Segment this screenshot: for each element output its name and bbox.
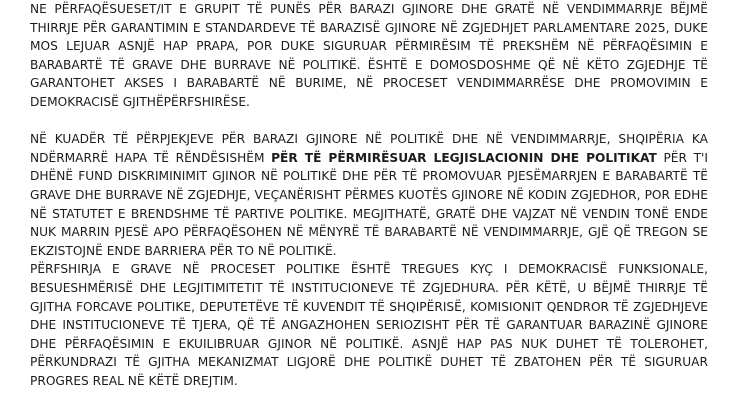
paragraph-legislation-efforts [30, 130, 708, 260]
paragraph-text-before-bold: NË KUADËR TË PËRPJEKJEVE PËR BARAZI GJINORE NË POLITIKË DHE NË VENDIMMARRJE, SHQIPËRIA KA NDËRMARRË HAPA TË RËNDËSISHËM [30, 132, 708, 165]
paragraph-text-after-bold: PËR T'I DHËNË FUND DISKRIMINIMIT GJINOR NË POLITIKË DHE PËR TË PROMOVUAR PJESËMARRJEN E BARABARTË TË GRAVE DHE BURRAVE NË ZGJEDHJE, VEÇANËRISHT PËRMES KUOTËS GJINORE NË KODIN ZGJEDHOR, POR EDHE NË STATUTET E BRENDSHME TË PARTIVE POLITIKE. MEGJITHATË, GRATË DHE VAJZAT NË VENDIN TONË ENDE NUK MARRIN PJESË APO PËRFAQËSOHEN NË MËNYRË TË BARABARTË NË VENDIMMARRJE, GJË QË TREGON SE EKZISTOJNË ENDE BARRIERA PËR TO NË POLITIKË. [30, 150, 709, 258]
paragraph-inclusion-of-women: PËRFSHIRJA E GRAVE NË PROCESET POLITIKE ËSHTË TREGUES KYÇ I DEMOKRACISË FUNKSIONALE, BESUESHMËRISË DHE LEGJITIMITETIT TË INSTITUCIONEVE TË ZGJEDHURA. PËR KËTË, U BËJMË THIRRJE TË GJITHA FORCAVE POLITIKE, DEPUTETËVE TË KUVENDIT TË SHQIPËRISË, KOMISIONIT QENDROR TË ZGJEDHJEVE DHE INSTITUCIONEVE TË TJERA, QË TË ANGAZHOHEN SERIOZISHT PËR TË GARANTUAR BARAZINË GJINORE DHE PËRFAQËSIMIN E EKUILIBRUAR GJINOR NË POLITIKË. ASNJË HAP PAS NUK DUHET TË TOLEROHET, PËRKUNDRAZI TË GJITHA MEKANIZMAT LIGJORË DHE POLITIKË DUHET TË ZBATOHEN PËR TË SIGURUAR PROGRES REAL NË KËTË DREJTIM. [30, 262, 708, 388]
paragraph-call-for-standards: NE PËRFAQËSUESET/IT E GRUPIT TË PUNËS PËR BARAZI GJINORE DHE GRATË NË VENDIMMARRJE BËJMË THIRRJE PËR GARANTIMIN E STANDARDEVE TË BARAZISË GJINORE NË ZGJEDHJET PARLAMENTARE 2025, DUKE MOS LEJUAR ASNJË HAP PRAPA, POR DUKE SIGURUAR PËRMIRËSIM TË PREKSHËM NË PËRFAQËSIMIN E BARABARTË TË GRAVE DHE BURRAVE NË POLITIKË. ËSHTË E DOMOSDOSHME QË NË KËTO ZGJEDHJE TË GARANTOHET AKSES I BARABARTË NË BURIME, NË PROCESET VENDIMMARRËSE DHE PROMOVIMIN E DEMOKRACISË GJITHËPËRFSHIRËSE. [30, 2, 708, 109]
paragraph-spacer [30, 112, 708, 131]
bold-emphasis-text: PËR TË PËRMIRËSUAR LEGJISLACIONIN DHE POLITIKAT [271, 150, 657, 165]
document-body [30, 0, 708, 390]
